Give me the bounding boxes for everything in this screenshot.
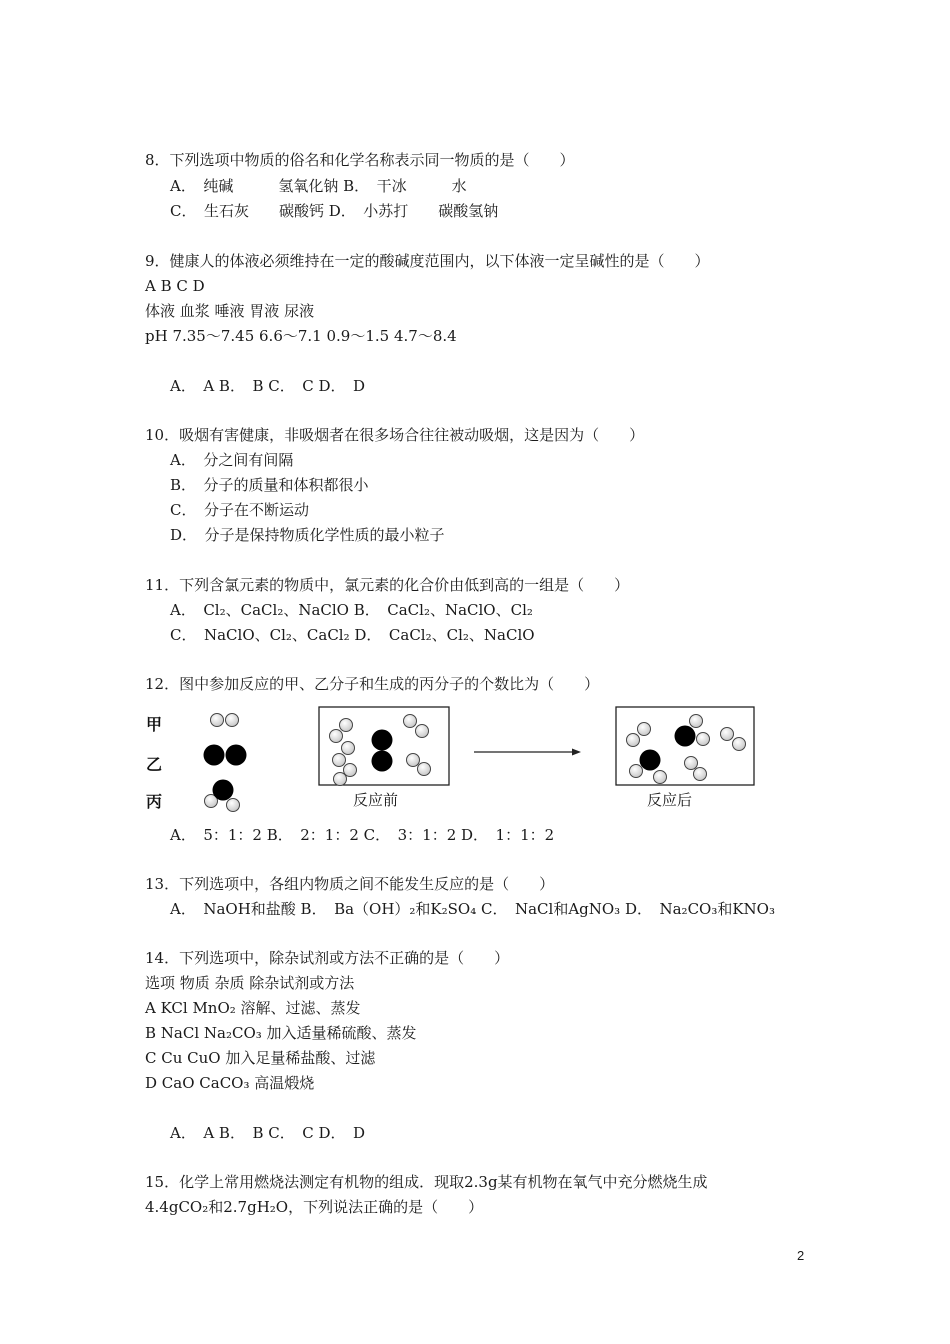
label-yi: 乙 bbox=[146, 755, 163, 774]
q9-options: A． A B． B C． C D． D bbox=[170, 377, 366, 395]
q13-options: A． NaOH和盐酸 B． Ba（OH）₂和K₂SO₄ C． NaCl和AgNO₃ D． Na₂CO₃和KNO₃ bbox=[170, 900, 775, 918]
q8-options-ab: A． 纯碱 氢氧化钠 B． 干冰 水 bbox=[170, 177, 467, 195]
q10-option-a: A． 分之间有间隔 bbox=[170, 451, 294, 469]
label-bing: 丙 bbox=[146, 792, 163, 811]
q10-option-b: B． 分子的质量和体积都很小 bbox=[170, 476, 369, 494]
molecule-yi bbox=[204, 745, 247, 766]
q14-options: A． A B． B C． C D． D bbox=[170, 1124, 366, 1142]
q9-stem: 9．健康人的体液必须维持在一定的酸碱度范围内，以下体液一定呈碱性的是（ ） bbox=[145, 252, 710, 270]
q11-options-cd: C． NaClO、Cl₂、CaCl₂ D． CaCl₂、Cl₂、NaClO bbox=[170, 626, 535, 644]
q11-options-ab: A． Cl₂、CaCl₂、NaClO B． CaCl₂、NaClO、Cl₂ bbox=[170, 601, 533, 619]
q10-option-c: C． 分子在不断运动 bbox=[170, 501, 309, 519]
q10-stem: 10．吸烟有害健康，非吸烟者在很多场合往往被动吸烟，这是因为（ ） bbox=[145, 426, 645, 444]
q12-stem: 12．图中参加反应的甲、乙分子和生成的丙分子的个数比为（ ） bbox=[145, 675, 600, 693]
q15-line-1: 15．化学上常用燃烧法测定有机物的组成．现取2.3g某有机物在氧气中充分燃烧生成 bbox=[145, 1173, 708, 1191]
after-box-molecules bbox=[627, 715, 746, 784]
q10-option-d: D． 分子是保持物质化学性质的最小粒子 bbox=[170, 526, 445, 544]
q15-line-2: 4.4gCO₂和2.7gH₂O，下列说法正确的是（ ） bbox=[145, 1198, 484, 1216]
q14-stem: 14．下列选项中，除杂试剂或方法不正确的是（ ） bbox=[145, 949, 510, 967]
q9-table-header: A B C D bbox=[145, 277, 205, 295]
before-box-molecules bbox=[330, 715, 431, 786]
q14-row-a: A KCl MnO₂ 溶解、过滤、蒸发 bbox=[145, 999, 361, 1017]
molecule-jia bbox=[211, 714, 239, 727]
q12-options: A． 5：1：2 B． 2：1：2 C． 3：1：2 D． 1：1：2 bbox=[170, 826, 555, 844]
reaction-arrow bbox=[474, 749, 581, 756]
q14-row-c: C Cu CuO 加入足量稀盐酸、过滤 bbox=[145, 1049, 376, 1067]
q8-options-cd: C． 生石灰 碳酸钙 D． 小苏打 碳酸氢钠 bbox=[170, 202, 499, 220]
q11-stem: 11．下列含氯元素的物质中，氯元素的化合价由低到高的一组是（ ） bbox=[145, 576, 630, 594]
label-jia: 甲 bbox=[146, 715, 163, 734]
q14-table-header: 选项 物质 杂质 除杂试剂或方法 bbox=[145, 974, 355, 992]
q14-row-d: D CaO CaCO₃ 高温煅烧 bbox=[145, 1074, 315, 1092]
q14-row-b: B NaCl Na₂CO₃ 加入适量稀硫酸、蒸发 bbox=[145, 1024, 417, 1042]
q8-stem: 8．下列选项中物质的俗名和化学名称表示同一物质的是（ ） bbox=[145, 151, 575, 169]
q9-table-row-ph: pH 7.35～7.45 6.6～7.1 0.9～1.5 4.7～8.4 bbox=[145, 327, 457, 345]
molecule-bing bbox=[205, 780, 240, 812]
page-number: 2 bbox=[797, 1248, 805, 1263]
q9-table-row-fluid: 体液 血浆 唾液 胃液 尿液 bbox=[145, 302, 315, 320]
q13-stem: 13．下列选项中，各组内物质之间不能发生反应的是（ ） bbox=[145, 875, 555, 893]
caption-before: 反应前 bbox=[353, 791, 399, 809]
caption-after: 反应后 bbox=[647, 791, 693, 809]
